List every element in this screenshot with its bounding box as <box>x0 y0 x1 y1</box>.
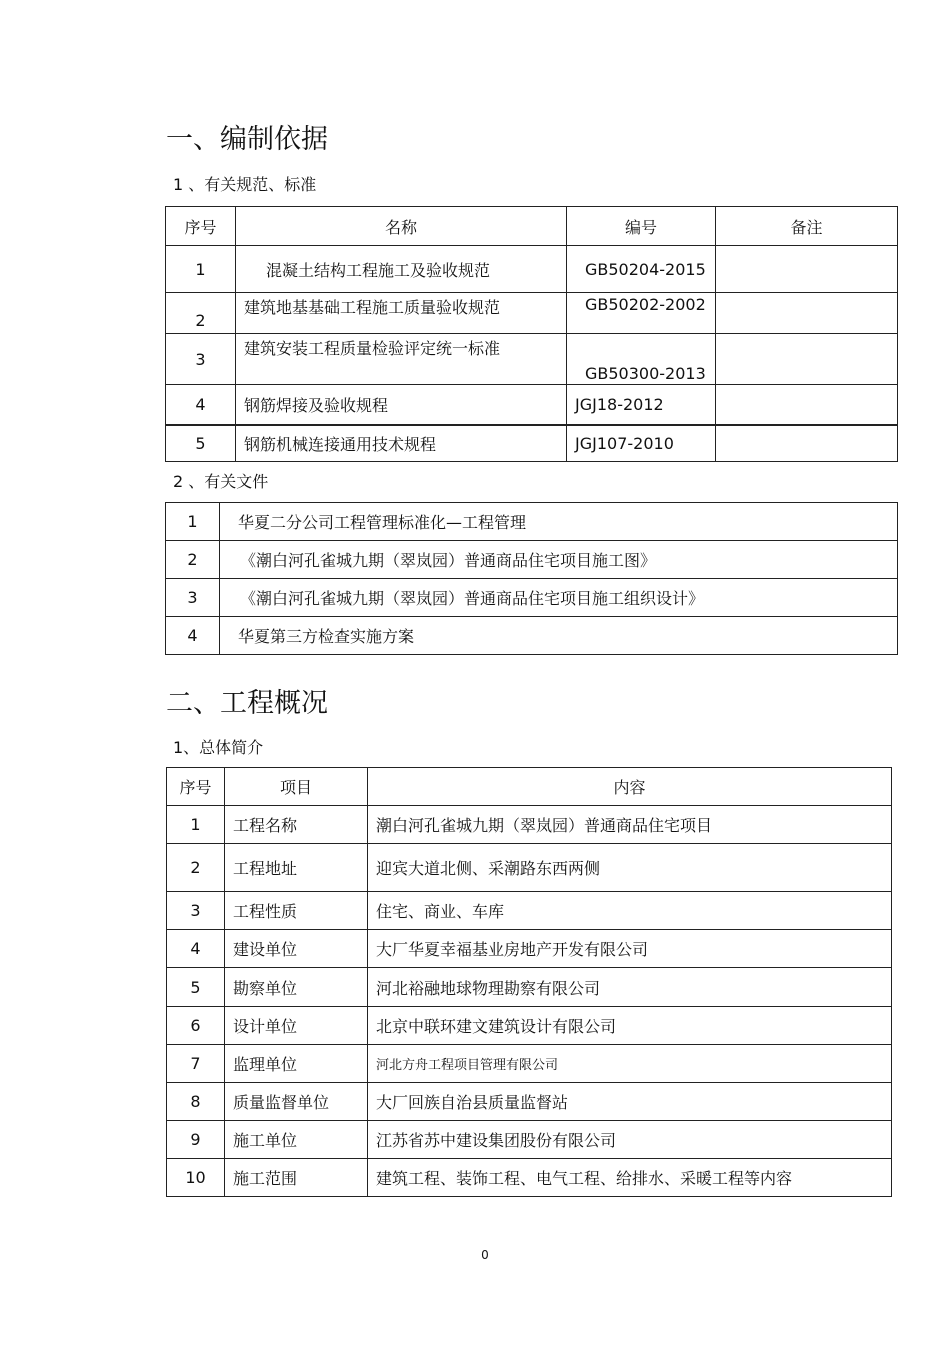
row-number: 4 <box>166 617 220 655</box>
standard-name: 钢筋焊接及验收规程 <box>236 385 567 425</box>
documents-table <box>165 502 898 655</box>
overview-content: 江苏省苏中建设集团股份有限公司 <box>368 1121 892 1159</box>
header-cell: 项目 <box>225 768 368 806</box>
overview-item: 监理单位 <box>225 1045 368 1083</box>
page-number: 0 <box>481 1248 489 1262</box>
table-row <box>166 246 898 293</box>
row-number: 1 <box>166 503 220 541</box>
overview-table <box>166 767 892 1197</box>
row-number: 2 <box>167 844 225 892</box>
standard-note <box>716 246 898 293</box>
standard-name: 建筑安装工程质量检验评定统一标准 <box>236 334 567 385</box>
overview-item: 工程地址 <box>225 844 368 892</box>
table-header-row <box>166 207 898 246</box>
header-cell: 备注 <box>716 207 898 246</box>
row-number: 4 <box>167 930 225 968</box>
row-number: 3 <box>166 579 220 617</box>
table-row <box>166 385 898 425</box>
standard-code: JGJ18-2012 <box>567 385 716 425</box>
table-row <box>166 293 898 334</box>
table-row <box>167 1083 892 1121</box>
section-title-basis: 一、编制依据 <box>166 124 328 155</box>
table-row <box>166 579 898 617</box>
row-number: 4 <box>166 385 236 425</box>
table-row <box>167 1121 892 1159</box>
table-row <box>166 425 898 462</box>
overview-content: 潮白河孔雀城九期（翠岚园）普通商品住宅项目 <box>368 806 892 844</box>
row-number: 7 <box>167 1045 225 1083</box>
overview-content: 建筑工程、装饰工程、电气工程、给排水、采暖工程等内容 <box>368 1159 892 1197</box>
standard-name: 建筑地基基础工程施工质量验收规范 <box>236 293 567 334</box>
overview-item: 施工范围 <box>225 1159 368 1197</box>
overview-item: 勘察单位 <box>225 968 368 1007</box>
row-number: 9 <box>167 1121 225 1159</box>
standard-note <box>716 293 898 334</box>
table-row <box>167 806 892 844</box>
table-row <box>166 334 898 385</box>
document-name: 华夏第三方检查实施方案 <box>220 617 898 655</box>
table-row <box>167 930 892 968</box>
header-cell: 序号 <box>166 207 236 246</box>
row-number: 5 <box>167 968 225 1007</box>
row-number: 8 <box>167 1083 225 1121</box>
overview-content: 河北方舟工程项目管理有限公司 <box>368 1045 892 1083</box>
overview-content: 北京中联环建文建筑设计有限公司 <box>368 1007 892 1045</box>
overview-content: 迎宾大道北侧、采潮路东西两侧 <box>368 844 892 892</box>
table-row <box>167 1159 892 1197</box>
header-cell: 编号 <box>567 207 716 246</box>
overview-item: 设计单位 <box>225 1007 368 1045</box>
row-number: 5 <box>166 425 236 462</box>
table-row <box>166 541 898 579</box>
overview-item: 质量监督单位 <box>225 1083 368 1121</box>
table-row <box>167 892 892 930</box>
table-row <box>166 503 898 541</box>
row-number: 10 <box>167 1159 225 1197</box>
overview-item: 施工单位 <box>225 1121 368 1159</box>
subsection-title-summary: 1、总体简介 <box>173 738 264 757</box>
standards-table <box>165 206 898 462</box>
header-cell: 名称 <box>236 207 567 246</box>
standard-code: GB50300-2013 <box>567 334 716 385</box>
row-number: 2 <box>166 293 236 334</box>
overview-content: 住宅、商业、车库 <box>368 892 892 930</box>
table-row <box>166 617 898 655</box>
standard-note <box>716 334 898 385</box>
overview-content: 河北裕融地球物理勘察有限公司 <box>368 968 892 1007</box>
subsection-title-documents: 2 、有关文件 <box>173 472 269 491</box>
row-number: 2 <box>166 541 220 579</box>
standard-code: GB50202-2002 <box>567 293 716 334</box>
overview-item: 工程性质 <box>225 892 368 930</box>
overview-content: 大厂回族自治县质量监督站 <box>368 1083 892 1121</box>
header-cell: 序号 <box>167 768 225 806</box>
row-number: 3 <box>166 334 236 385</box>
table-row <box>167 1045 892 1083</box>
overview-item: 建设单位 <box>225 930 368 968</box>
header-cell: 内容 <box>368 768 892 806</box>
standard-name: 混凝土结构工程施工及验收规范 <box>236 246 567 293</box>
standard-name: 钢筋机械连接通用技术规程 <box>236 425 567 462</box>
table-row <box>167 844 892 892</box>
table-header-row <box>167 768 892 806</box>
subsection-title-standards: 1 、有关规范、标准 <box>173 175 317 194</box>
overview-item: 工程名称 <box>225 806 368 844</box>
overview-content: 大厂华夏幸福基业房地产开发有限公司 <box>368 930 892 968</box>
row-number: 3 <box>167 892 225 930</box>
document-name: 《潮白河孔雀城九期（翠岚园）普通商品住宅项目施工图》 <box>220 541 898 579</box>
table-row <box>167 1007 892 1045</box>
row-number: 6 <box>167 1007 225 1045</box>
document-name: 《潮白河孔雀城九期（翠岚园）普通商品住宅项目施工组织设计》 <box>220 579 898 617</box>
standard-note <box>716 425 898 462</box>
document-name: 华夏二分公司工程管理标准化—工程管理 <box>220 503 898 541</box>
table-row <box>167 968 892 1007</box>
standard-code: GB50204-2015 <box>567 246 716 293</box>
standard-code: JGJ107-2010 <box>567 425 716 462</box>
standard-note <box>716 385 898 425</box>
row-number: 1 <box>166 246 236 293</box>
row-number: 1 <box>167 806 225 844</box>
section-title-overview: 二、工程概况 <box>166 688 328 719</box>
